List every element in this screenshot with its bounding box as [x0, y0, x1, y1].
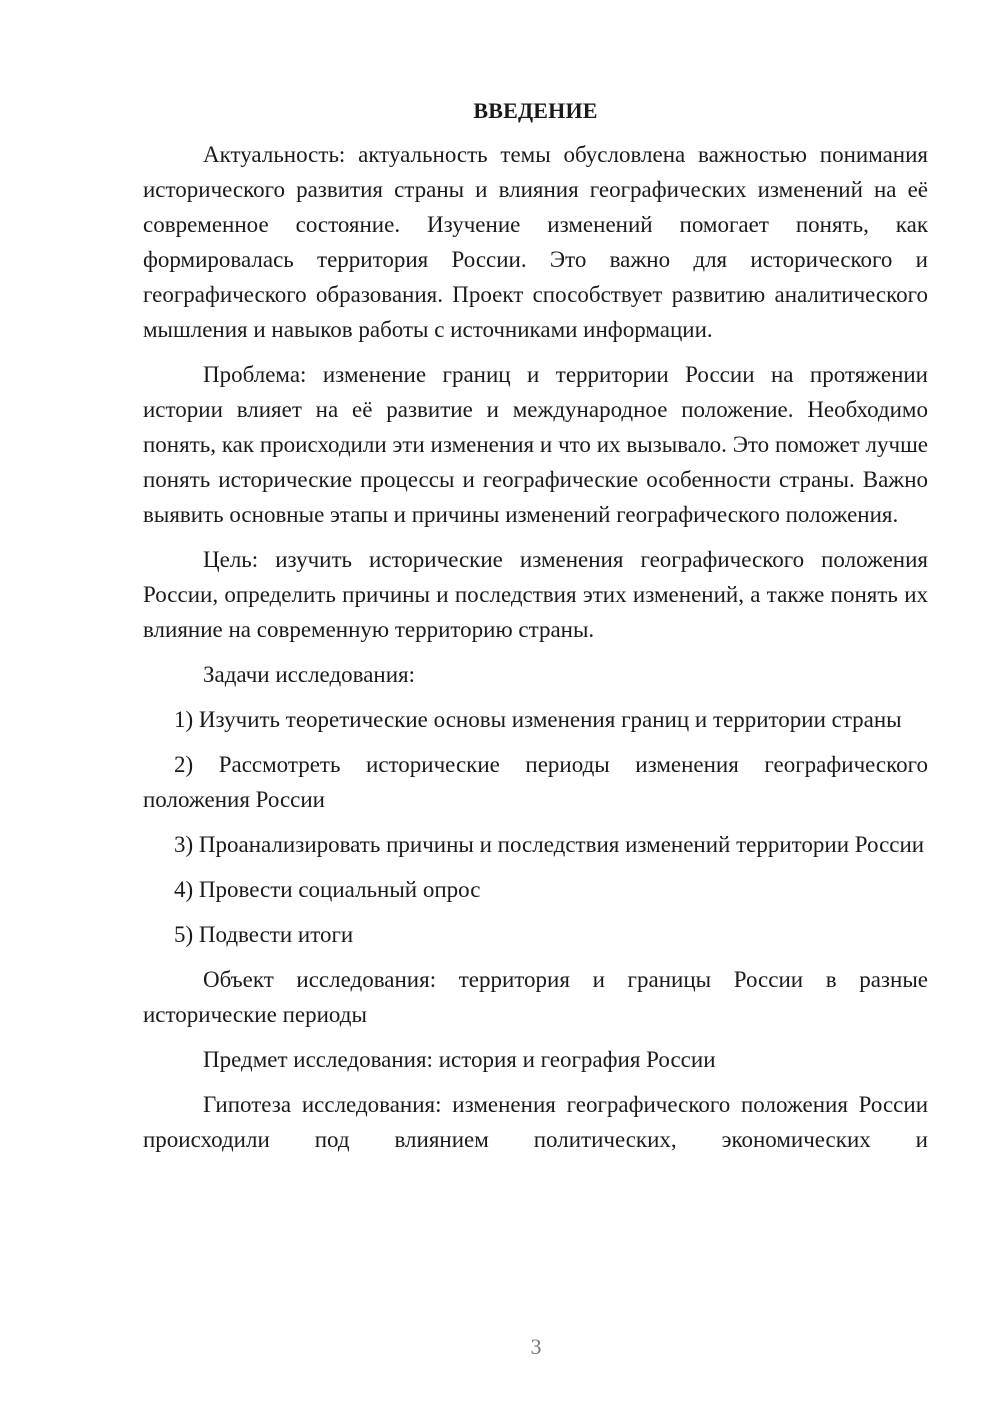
page-number: 3: [530, 1334, 542, 1359]
subject-paragraph: Предмет исследования: история и география России: [203, 1047, 716, 1072]
task-item-1: 1) Изучить теоретические основы изменения границ и территории страны: [174, 707, 902, 732]
problem-paragraph: Проблема: изменение границ и территории России на протяжении истории влияет на её развитие и международное положение. Необходимо понять, как происходили эти изменения и что их вызывало. Это поможет лучше понять исторические процессы и географические особенности страны. Важно выявить основные этапы и причины изменений географического положения.: [143, 362, 928, 527]
task-item-3: 3) Проанализировать причины и последствия изменений территории России: [174, 832, 925, 857]
relevance-paragraph: Актуальность: актуальность темы обусловлена важностью понимания исторического развития страны и влияния географических изменений на её современное состояние. Изучение изменений помогает понять, как формировалась территория России. Это важно для исторического и географического образования. Проект способствует развитию аналитического мышления и навыков работы с источниками информации.: [143, 142, 928, 342]
task-item-5: 5) Подвести итоги: [174, 922, 354, 947]
object-paragraph: Объект исследования: территория и границы России в разные исторические периоды: [143, 967, 928, 1027]
hypothesis-paragraph: Гипотеза исследования: изменения географического положения России происходили под влиянием политических, экономических и: [143, 1092, 928, 1152]
page-content: [143, 95, 928, 1167]
task-item-4: 4) Провести социальный опрос: [174, 877, 481, 902]
tasks-title: Задачи исследования:: [203, 662, 416, 687]
goal-paragraph: Цель: изучить исторические изменения географического положения России, определить причины и последствия этих изменений, а также понять их влияние на современную территорию страны.: [143, 547, 928, 642]
task-item-2: 2) Рассмотреть исторические периоды изменения географического положения России: [143, 752, 928, 812]
section-heading: ВВЕДЕНИЕ: [473, 98, 598, 123]
